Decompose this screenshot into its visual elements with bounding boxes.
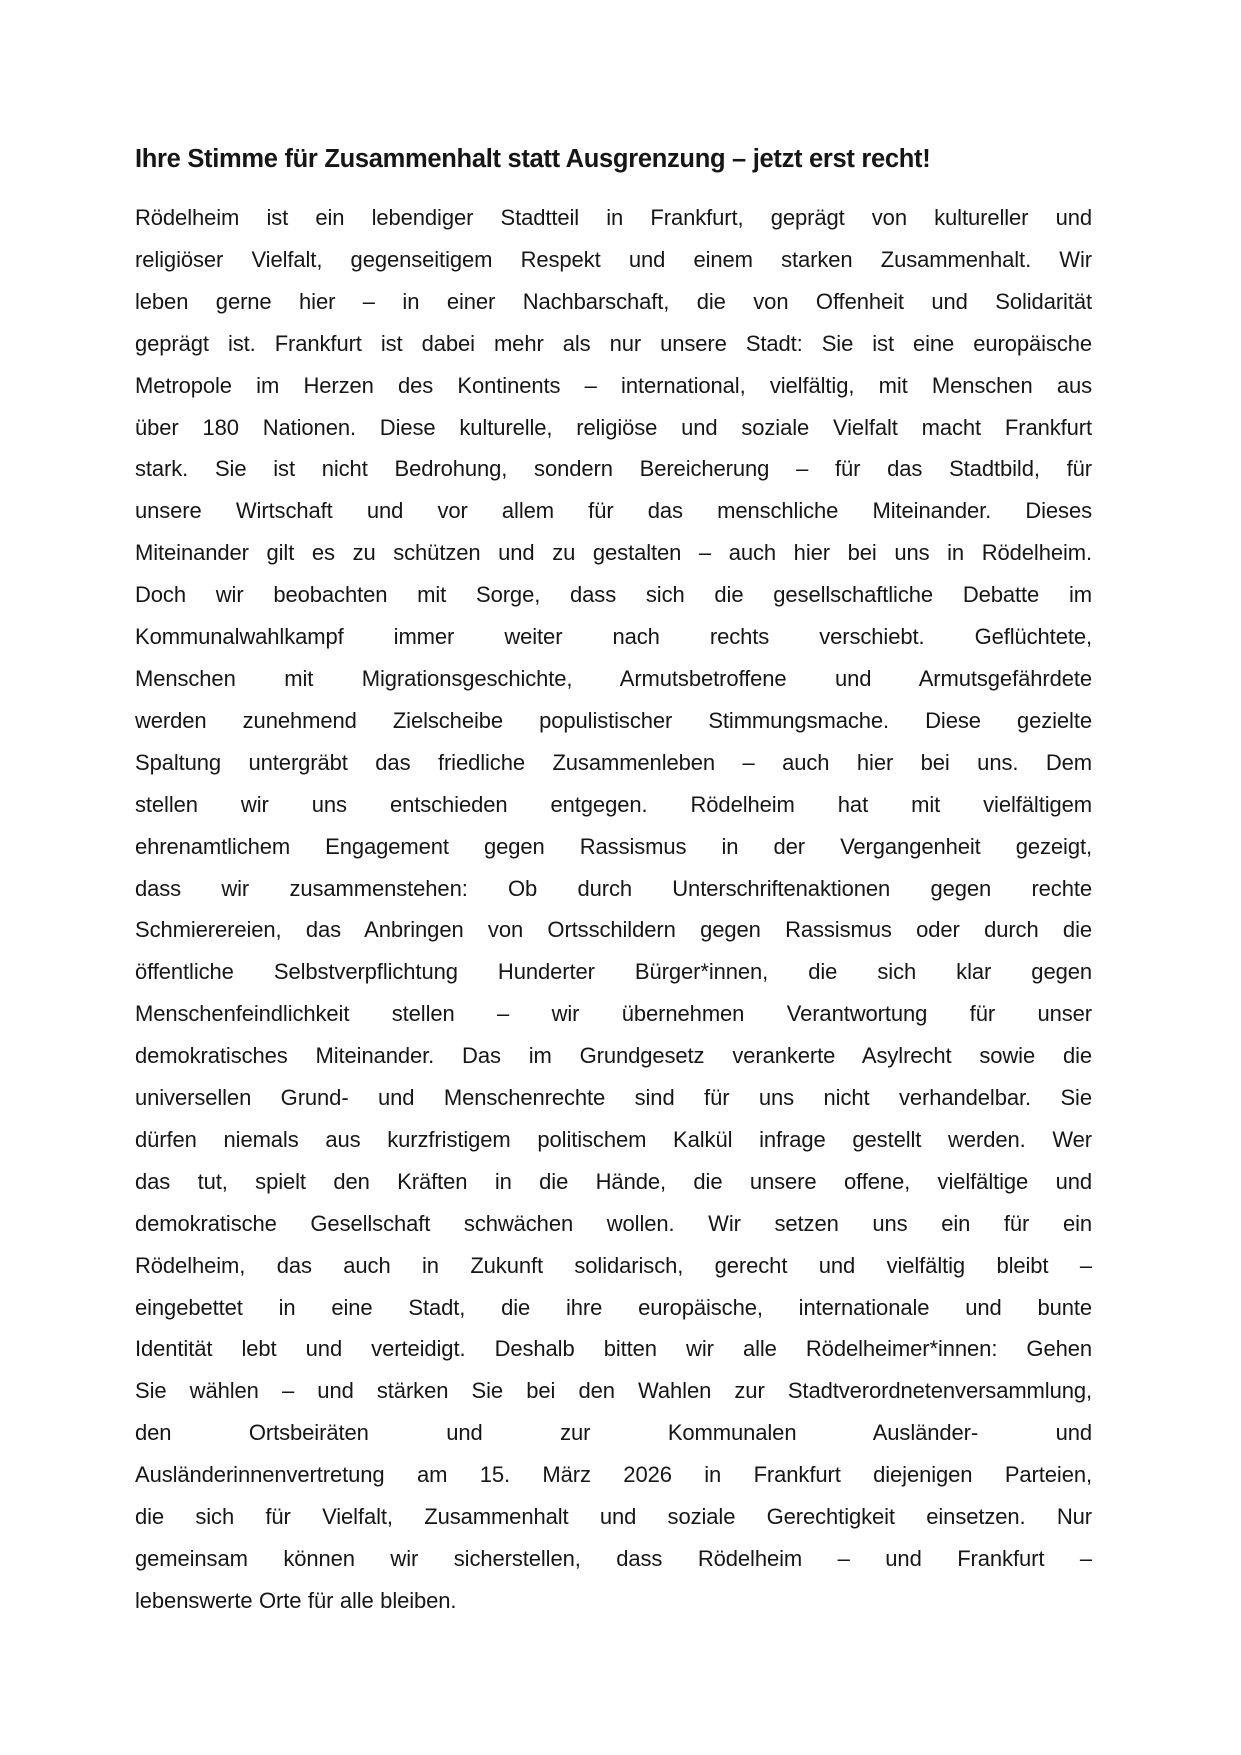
- text-line: lebenswerte Orte für alle bleiben.: [135, 1587, 457, 1613]
- text-line: Schmierereien, das Anbringen von Ortsschildern gegen Rassismus oder durch die: [135, 917, 1092, 943]
- text-line: dürfen niemals aus kurzfristigem politischem Kalkül infrage gestellt werden. Wer: [135, 1126, 1092, 1152]
- text-line: das tut, spielt den Kräften in die Hände, die unsere offene, vielfältige und: [135, 1168, 1092, 1194]
- text-line: religiöser Vielfalt, gegenseitigem Respekt und einem starken Zusammenhalt. Wir: [135, 246, 1092, 272]
- text-line: demokratisches Miteinander. Das im Grundgesetz verankerte Asylrecht sowie die: [135, 1043, 1092, 1069]
- text-line: Menschen mit Migrationsgeschichte, Armutsbetroffene und Armutsgefährdete: [135, 665, 1092, 691]
- document-title: Ihre Stimme für Zusammenhalt statt Ausgrenzung – jetzt erst recht!: [135, 145, 931, 173]
- text-line: dass wir zusammenstehen: Ob durch Unterschriftenaktionen gegen rechte: [135, 875, 1092, 901]
- text-line: gemeinsam können wir sicherstellen, dass Rödelheim – und Frankfurt –: [135, 1546, 1092, 1571]
- text-line: stark. Sie ist nicht Bedrohung, sondern Bereicherung – für das Stadtbild, für: [135, 456, 1092, 482]
- text-line: Metropole im Herzen des Kontinents – international, vielfältig, mit Menschen aus: [135, 372, 1092, 398]
- text-line: den Ortsbeiräten und zur Kommunalen Ausländer- und: [135, 1420, 1092, 1446]
- text-line: Sie wählen – und stärken Sie bei den Wahlen zur Stadtverordnetenversammlung,: [135, 1378, 1092, 1404]
- text-line: unsere Wirtschaft und vor allem für das menschliche Miteinander. Dieses: [135, 498, 1092, 524]
- text-line: eingebettet in eine Stadt, die ihre europäische, internationale und bunte: [135, 1294, 1092, 1320]
- text-line: Rödelheim ist ein lebendiger Stadtteil in Frankfurt, geprägt von kultureller und: [135, 205, 1092, 230]
- text-line: Kommunalwahlkampf immer weiter nach rechts verschiebt. Geflüchtete,: [135, 624, 1092, 650]
- text-line: ehrenamtlichem Engagement gegen Rassismus in der Vergangenheit gezeigt,: [135, 833, 1092, 859]
- body-paragraph: [135, 197, 1092, 1622]
- text-line: geprägt ist. Frankfurt ist dabei mehr als nur unsere Stadt: Sie ist eine europäische: [135, 330, 1092, 356]
- text-line: die sich für Vielfalt, Zusammenhalt und soziale Gerechtigkeit einsetzen. Nur: [135, 1504, 1092, 1530]
- text-line: öffentliche Selbstverpflichtung Hunderter Bürger*innen, die sich klar gegen: [135, 959, 1092, 985]
- text-line: universellen Grund- und Menschenrechte sind für uns nicht verhandelbar. Sie: [135, 1085, 1092, 1111]
- text-line: Spaltung untergräbt das friedliche Zusammenleben – auch hier bei uns. Dem: [135, 749, 1092, 775]
- text-line: demokratische Gesellschaft schwächen wollen. Wir setzen uns ein für ein: [135, 1210, 1092, 1236]
- text-line: Ausländerinnenvertretung am 15. März 2026 in Frankfurt diejenigen Parteien,: [135, 1462, 1092, 1488]
- text-line: Identität lebt und verteidigt. Deshalb bitten wir alle Rödelheimer*innen: Gehen: [135, 1336, 1092, 1362]
- text-line: Menschenfeindlichkeit stellen – wir übernehmen Verantwortung für unser: [135, 1001, 1092, 1027]
- text-line: Miteinander gilt es zu schützen und zu gestalten – auch hier bei uns in Rödelheim.: [135, 540, 1092, 566]
- text-line: werden zunehmend Zielscheibe populistischer Stimmungsmache. Diese gezielte: [135, 707, 1092, 733]
- text-line: Doch wir beobachten mit Sorge, dass sich die gesellschaftliche Debatte im: [135, 582, 1092, 608]
- text-line: Rödelheim, das auch in Zukunft solidarisch, gerecht und vielfältig bleibt –: [135, 1252, 1092, 1278]
- text-line: stellen wir uns entschieden entgegen. Rödelheim hat mit vielfältigem: [135, 791, 1092, 817]
- text-line: leben gerne hier – in einer Nachbarschaft, die von Offenheit und Solidarität: [135, 288, 1092, 314]
- text-line: über 180 Nationen. Diese kulturelle, religiöse und soziale Vielfalt macht Frankfurt: [135, 414, 1092, 440]
